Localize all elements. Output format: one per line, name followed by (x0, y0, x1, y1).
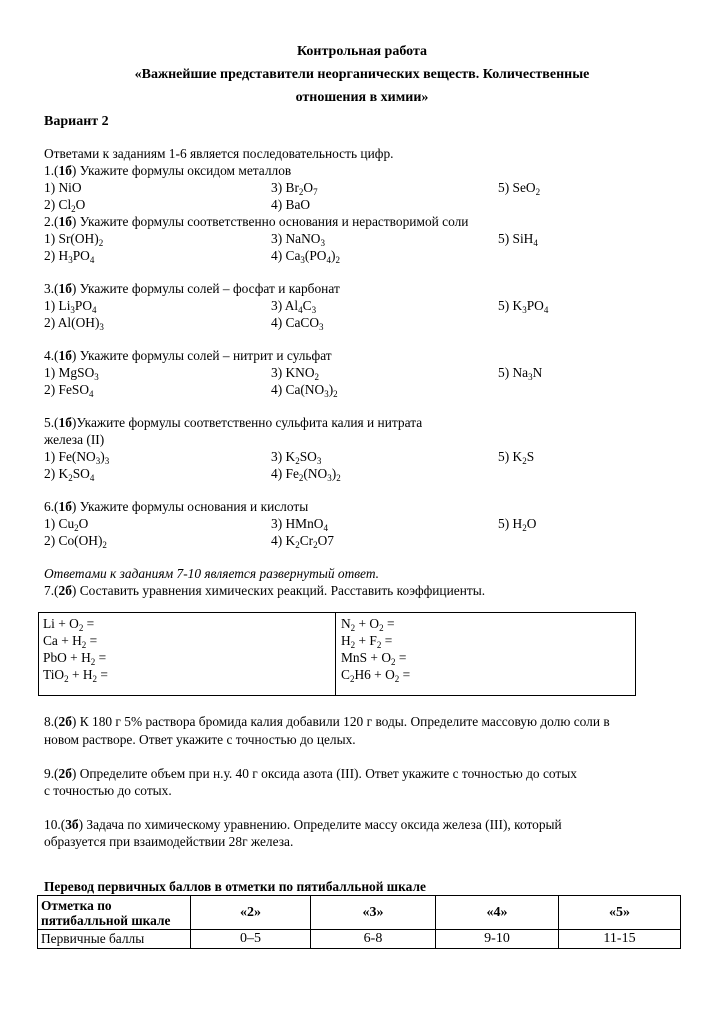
task-6-option-4: 4) $K_2Cr_2O7$ (271, 533, 334, 550)
task-9-text: 9.(2б) Определите объем при н.у. 40 г оксида азота (III). Ответ укажите с точностью до сотых (44, 766, 577, 781)
points-range-2: 0–5 (191, 930, 311, 949)
task-1-option-2: 2) $Cl_2O$ (44, 197, 86, 214)
equation-h2-f2: $H_2 + F_2$ = (341, 633, 393, 650)
task-6-option-3: 3) HMnO$_4$ (271, 516, 328, 533)
grade-2: «2» (191, 896, 311, 930)
grade-4: «4» (436, 896, 559, 930)
grade-5: «5» (559, 896, 681, 930)
task-4-option-5: 5) $Na_3N$ (498, 365, 543, 382)
equation-n2-o2: $N_2 + O_2$ = (341, 616, 395, 633)
task-4-option-1: 1) MgSO$_3$ (44, 365, 99, 382)
grade-3: «3» (311, 896, 436, 930)
grade-row (38, 896, 681, 930)
task-3-option-4: 4) CaCO$_3$ (271, 315, 324, 332)
task-3-option-2: 2) $Al(OH)_3$ (44, 315, 104, 332)
task-4-option-2: 2) FeSO$_4$ (44, 382, 94, 399)
equation-tio2-h2: $TiO_2 + H_2$ = (43, 667, 108, 684)
variant-label: Вариант 2 (44, 114, 109, 129)
task-5-heading: 5.(1б)Укажите формулы соответственно сульфита калия и нитрата (44, 415, 423, 430)
equation-c2h6-o2: $C_2H6 + O_2$ = (341, 667, 411, 684)
grade-row-label: Отметка по пятибалльной шкале (38, 896, 191, 930)
task-6-option-1: 1) $Cu_2O$ (44, 516, 89, 533)
task-3-heading: 3.(1б) Укажите формулы солей – фосфат и карбонат (44, 281, 340, 296)
part2-intro: Ответами к заданиям 7-10 является развернутый ответ. (44, 566, 380, 581)
task-1-option-5: 5) SeO$_2$ (498, 180, 541, 197)
points-row-label: Первичные баллы (38, 930, 191, 949)
task-10-text: 10.(3б) Задача по химическому уравнению. Определите массу оксида железа (III), который (44, 817, 562, 832)
points-range-5: 11-15 (559, 930, 681, 949)
task-9-text-cont: с точностью до сотых. (44, 783, 172, 798)
points-range-4: 9-10 (436, 930, 559, 949)
task-3-option-1: 1) $Li_3PO_4$ (44, 298, 97, 315)
task-4-option-3: 3) $KNO_2$ (271, 365, 320, 382)
task-1-option-3: 3) $Br_2O_7$ (271, 180, 318, 197)
task-5-heading-cont: железа (II) (44, 432, 105, 447)
task-2-option-2: 2) $H_3PO_4$ (44, 248, 95, 265)
task-1-option-1: 1) NiO (44, 180, 82, 195)
equation-li-o2: $Li + O_2$ = (43, 616, 95, 633)
task-5-option-3: 3) $K_2SO_3$ (271, 449, 322, 466)
task-6-option-5: 5) $H_2O$ (498, 516, 537, 533)
task-2-option-4: 4) $Ca_3(PO_4)_2$ (271, 248, 340, 265)
task-8-text-cont: новом растворе. Ответ укажите с точностью до целых. (44, 732, 356, 747)
equations-right-column (341, 615, 410, 683)
points-row (38, 930, 681, 949)
task-2-option-1: 1) $Sr(OH)_2$ (44, 231, 104, 248)
task-4-heading: 4.(1б) Укажите формулы солей – нитрит и сульфат (44, 348, 332, 363)
doc-subtitle-line1: «Важнейшие представители неорганических веществ. Количественные (134, 67, 590, 82)
equations-left-column (43, 615, 108, 683)
task-5-option-1: 1) $Fe(NO_3)_3$ (44, 449, 110, 466)
task-2-heading: 2.(1б) Укажите формулы соответственно основания и нерастворимой соли (44, 214, 469, 229)
task-2-option-5: 5) SiH$_4$ (498, 231, 538, 248)
task-4-option-4: 4) $Ca(NO_3)_2$ (271, 382, 338, 399)
equation-mns-o2: MnS + $O_2$ = (341, 650, 407, 667)
task-3-option-3: 3) $Al_4C_3$ (271, 298, 317, 315)
task-1-option-4: 4) BaO (271, 197, 311, 212)
task-5-option-4: 4) $Fe_2(NO_3)_2$ (271, 466, 341, 483)
task-3-option-5: 5) $K_3PO_4$ (498, 298, 549, 315)
task-6-option-2: 2) $Co(OH)_2$ (44, 533, 107, 550)
task-8-text: 8.(2б) К 180 г 5% раствора бромида калия добавили 120 г воды. Определите массовую долю соли в (44, 714, 610, 729)
intro-text: Ответами к заданиям 1-6 является последовательность цифр. (44, 146, 394, 161)
task-10-text-cont: образуется при взаимодействии 28г железа. (44, 834, 294, 849)
task-7-heading: 7.(2б) Составить уравнения химических реакций. Расставить коэффициенты. (44, 583, 486, 598)
equations-divider (335, 613, 336, 695)
equation-pbo-h2: PbO + $H_2$ = (43, 650, 107, 667)
points-range-3: 6-8 (311, 930, 436, 949)
doc-subtitle-line2: отношения в химии» (295, 90, 429, 105)
doc-title: Контрольная работа (296, 44, 428, 59)
grade-table-title: Перевод первичных баллов в отметки по пятибалльной шкале (44, 879, 426, 894)
grade-table (37, 895, 681, 949)
task-6-heading: 6.(1б) Укажите формулы основания и кислоты (44, 499, 309, 514)
task-5-option-5: 5) $K_2S$ (498, 449, 535, 466)
equations-table (38, 612, 636, 696)
task-5-option-2: 2) $K_2SO_4$ (44, 466, 95, 483)
task-2-option-3: 3) NaNO$_3$ (271, 231, 325, 248)
equation-ca-h2: $Ca + H_2$ = (43, 633, 98, 650)
task-1-heading: 1.(1б) Укажите формулы оксидом металлов (44, 163, 292, 178)
